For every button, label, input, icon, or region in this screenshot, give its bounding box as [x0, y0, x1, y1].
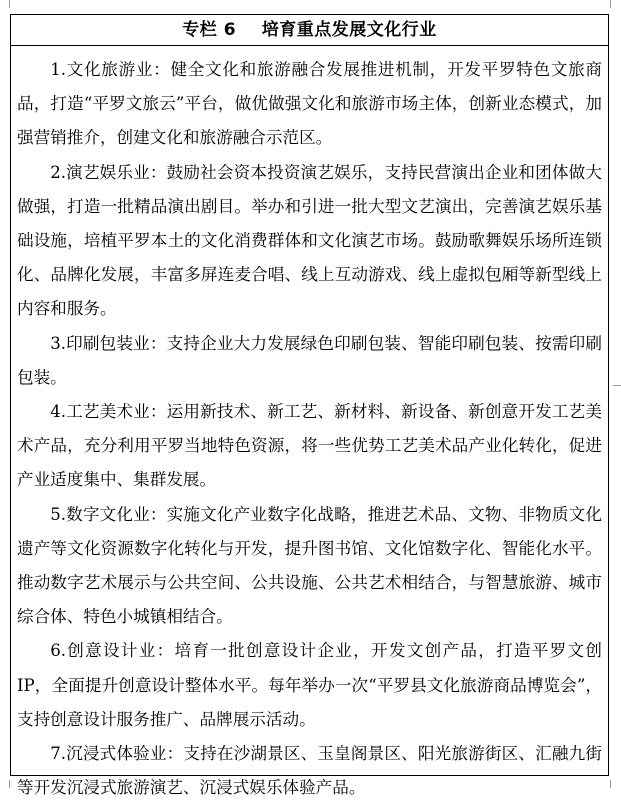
- item-arts-crafts: 4.工艺美术业：运用新技术、新工艺、新材料、新设备、新创意开发工艺美术产品，充分利用平罗当地特色资源，将一些优势工艺美术品产业化转化，促进产业适度集中、集群发展。: [17, 402, 602, 490]
- item-creative-design: 6.创意设计业：培育一批创意设计企业，开发文创产品，打造平罗文创 IP，全面提升创意设计整体水平。每年举办一次“平罗县文化旅游商品博览会”，支持创意设计服务推广、品牌展示活动。: [17, 641, 602, 729]
- column-content: [11, 46, 608, 805]
- corner-mark-bottom-right: [610, 780, 611, 788]
- item-immersive-experience: 7.沉浸式体验业：支持在沙湖景区、玉皇阁景区、阳光旅游街区、汇融九街等开发沉浸式旅游演艺、沉浸式娱乐体验产品。: [17, 744, 602, 798]
- column-title: 专栏 6 培育重点发展文化行业: [11, 15, 608, 46]
- item-digital-culture: 5.数字文化业：实施文化产业数字化战略，推进艺术品、文物、非物质文化遗产等文化资源数字化转化与开发，提升图书馆、文化馆数字化、智能化水平。推动数字艺术展示与公共空间、公共设施、公共艺术相结合，与智慧旅游、城市综合体、特色小城镇相结合。: [17, 504, 602, 627]
- item-performing-arts: 2.演艺娱乐业：鼓励社会资本投资演艺娱乐，支持民营演出企业和团体做大做强，打造一批精品演出剧目。举办和引进一批大型文艺演出，完善演艺娱乐基础设施，培植平罗本土的文化消费群体和文化演艺市场。鼓励歌舞娱乐场所连锁化、品牌化发展，丰富多屏连麦合唱、线上互动游戏、线上虚拟包厢等新型线上内容和服务。: [17, 162, 602, 319]
- item-printing-packaging: 3.印刷包装业：支持企业大力发展绿色印刷包装、智能印刷包装、按需印刷包装。: [17, 333, 602, 387]
- column-box: [10, 14, 609, 798]
- corner-mark-bottom-left: [9, 780, 10, 788]
- item-cultural-tourism: 1.文化旅游业：健全文化和旅游融合发展推进机制，开发平罗特色文旅商品，打造“平罗文旅云”平台，做优做强文化和旅游市场主体，创新业态模式，加强营销推介，创建文化和旅游融合示范区。: [17, 60, 602, 148]
- corner-mark-top-left: [9, 0, 10, 8]
- edge-mark-right: [613, 385, 621, 386]
- corner-mark-top-right: [610, 0, 611, 8]
